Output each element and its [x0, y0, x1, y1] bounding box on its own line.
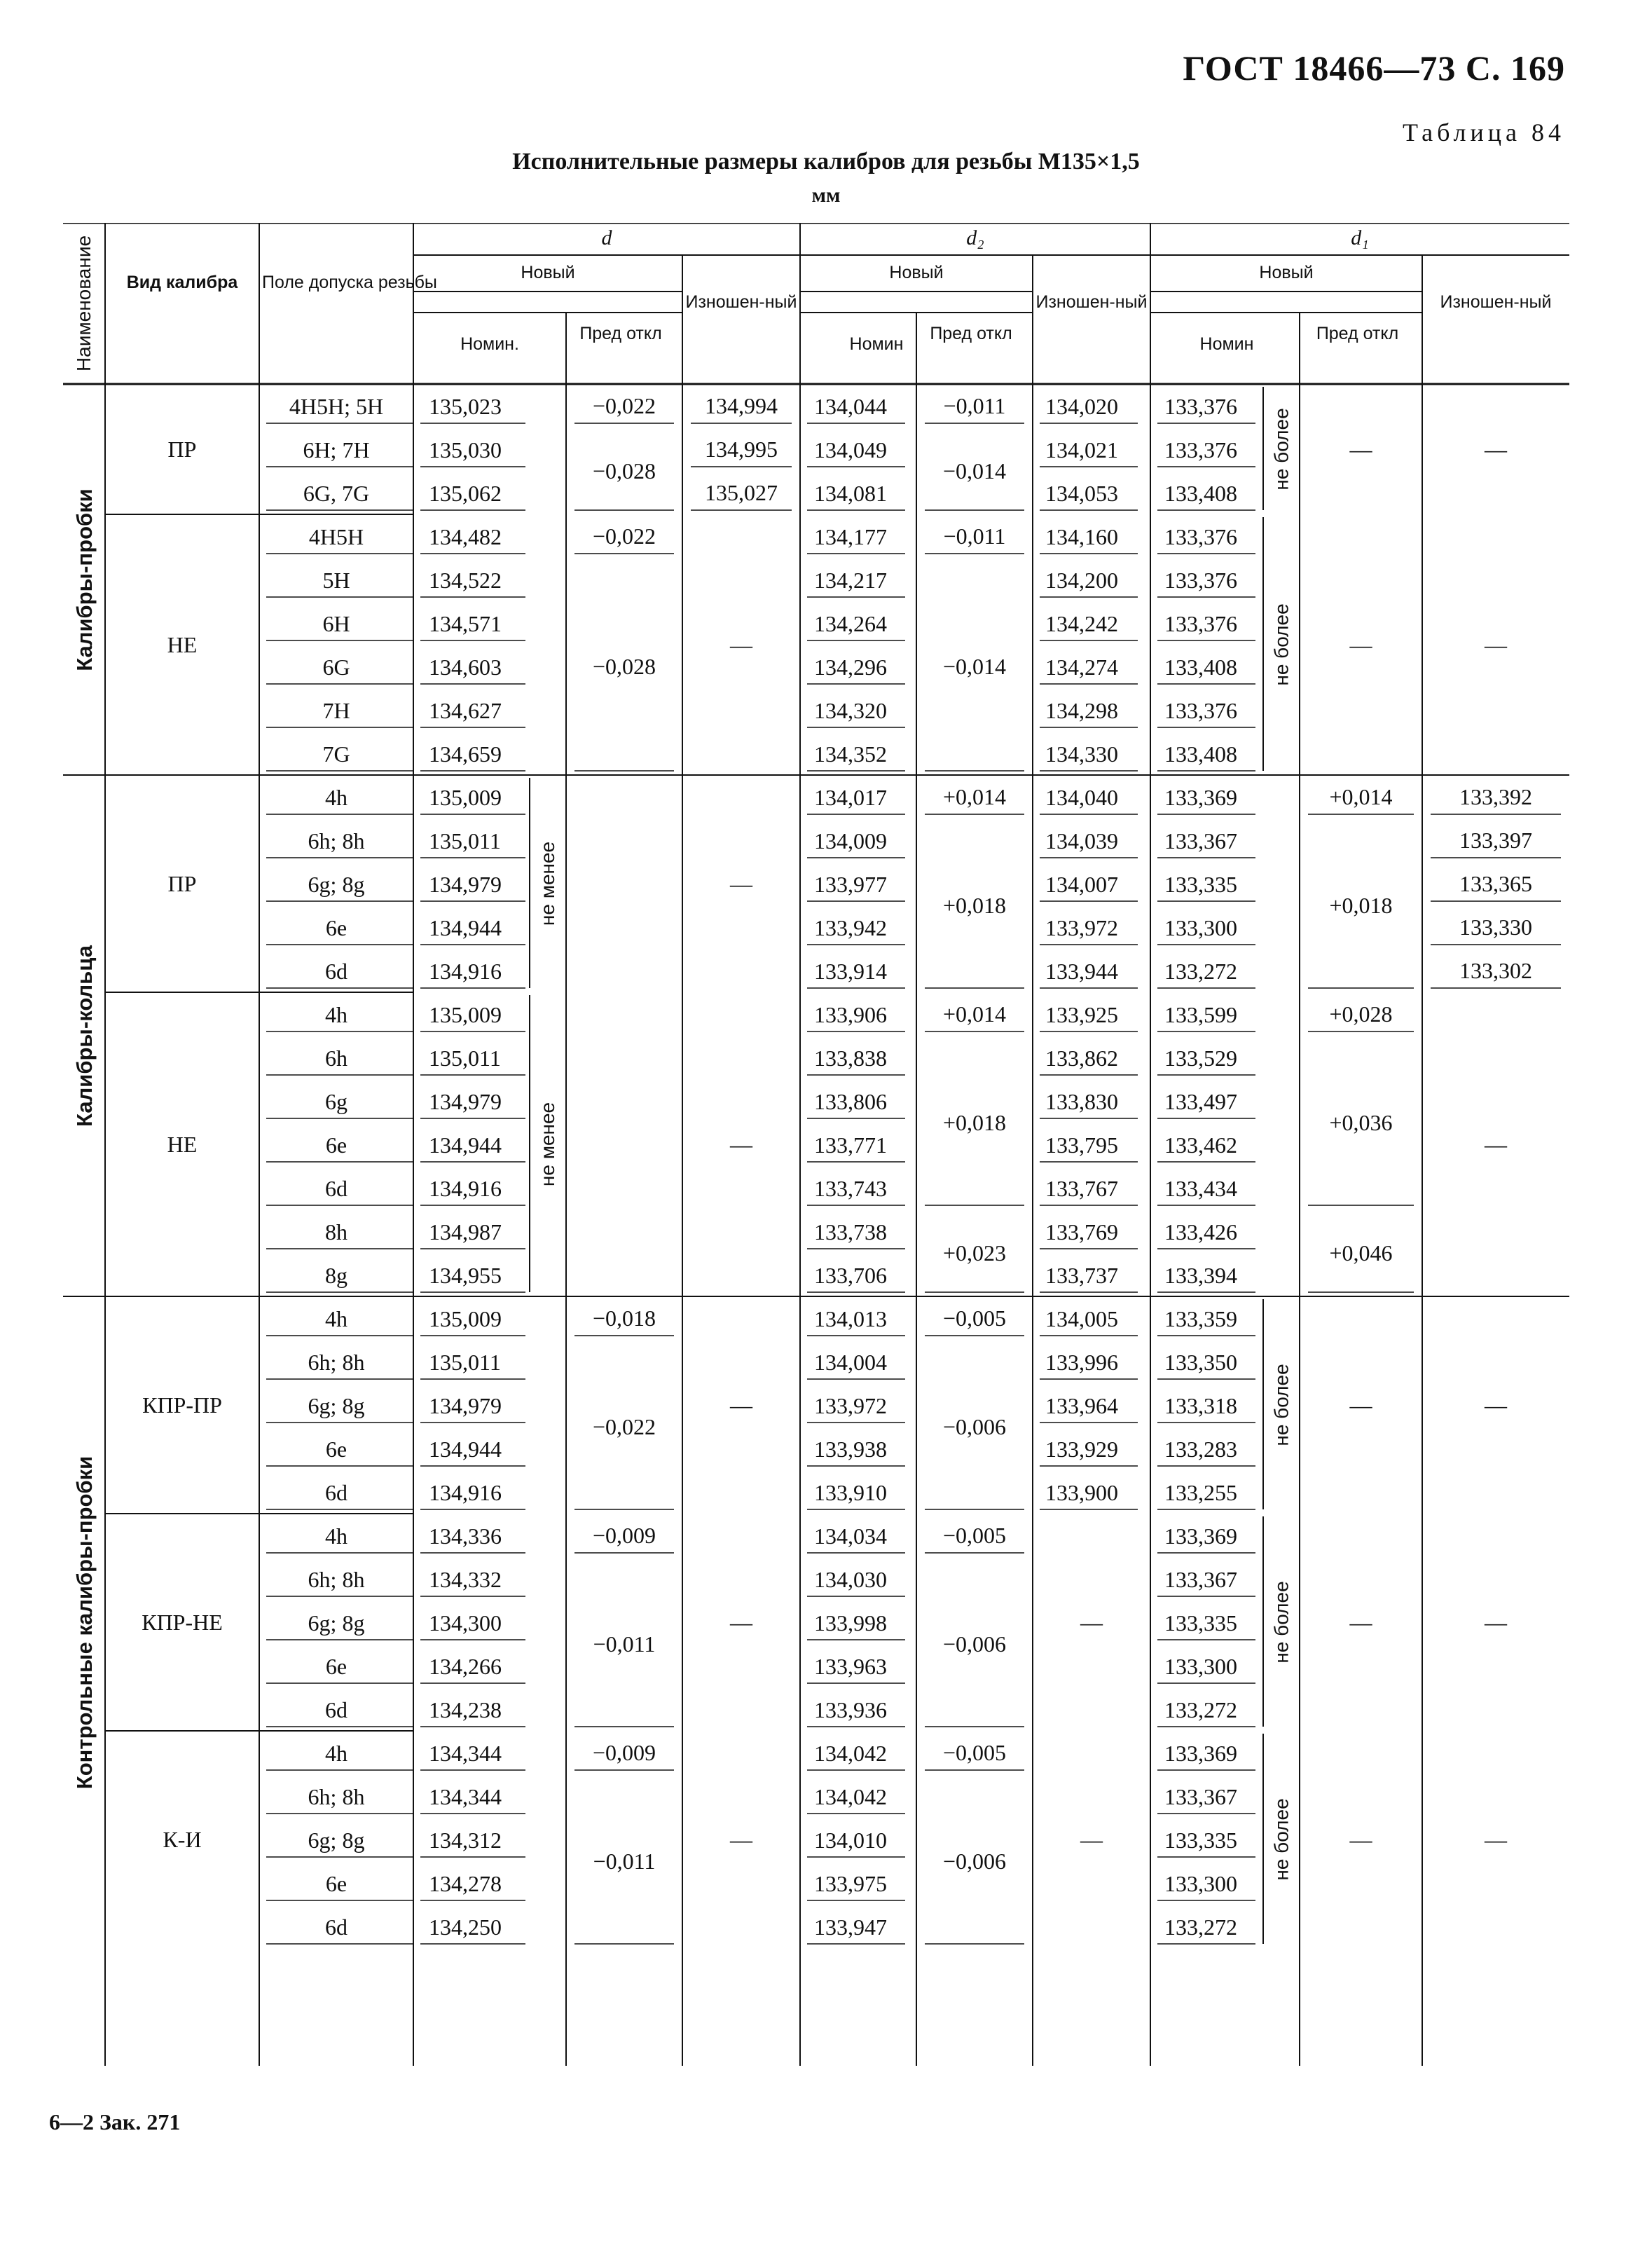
- d1-dev-cell: +0,036: [1329, 1110, 1393, 1135]
- d2-dev-cell: −0,006: [942, 1849, 1007, 1874]
- d2-nom-cell: 134,017: [814, 785, 887, 810]
- d-nom-cell: 134,944: [429, 915, 502, 940]
- d1-dev-cell: +0,014: [1329, 784, 1393, 809]
- d1-nom-cell: 133,367: [1164, 1567, 1237, 1592]
- d1-nom-cell: 133,408: [1164, 654, 1237, 680]
- header-d: d: [601, 226, 612, 249]
- d2-worn-cell: 134,053: [1045, 481, 1118, 506]
- d-nom-cell: 134,344: [429, 1784, 502, 1809]
- d1-nom-cell: 133,272: [1164, 1914, 1237, 1940]
- d-nom-cell: 135,062: [429, 481, 502, 506]
- header-dev-d: Пред откл: [579, 324, 662, 343]
- d2-worn-cell: 134,039: [1045, 828, 1118, 854]
- d1-nom-cell: 133,335: [1164, 1610, 1237, 1636]
- d-nom-cell: 134,916: [429, 959, 502, 984]
- d2-dev-cell: −0,014: [942, 458, 1007, 484]
- d-nom-cell: 134,278: [429, 1871, 502, 1896]
- d2-nom-cell: 133,938: [814, 1437, 887, 1462]
- d1-nom-cell: 133,350: [1164, 1350, 1237, 1375]
- d1-dev-cell: +0,018: [1329, 893, 1393, 918]
- d-nom-cell: 134,659: [429, 741, 502, 767]
- header-d1: d₁: [1351, 226, 1369, 249]
- d2-nom-cell: 133,963: [814, 1654, 887, 1679]
- d-nom-cell: 134,300: [429, 1610, 502, 1636]
- limit-mark: не более: [1270, 408, 1293, 491]
- d-dev-cell: −0,028: [592, 458, 656, 484]
- field-cell: 6h; 8h: [308, 828, 365, 854]
- d2-nom-cell: 134,177: [814, 524, 887, 549]
- d2-worn-cell: 134,242: [1045, 611, 1118, 636]
- d-nom-cell: 134,944: [429, 1437, 502, 1462]
- d-nom-cell: 134,627: [429, 698, 502, 723]
- d1-worn-cell: —: [1485, 632, 1507, 657]
- d2-worn-cell: 134,160: [1045, 524, 1118, 549]
- field-cell: 6e: [325, 1654, 347, 1679]
- header-nom-d1: Номин: [1199, 334, 1254, 354]
- d2-nom-cell: 134,217: [814, 568, 887, 593]
- d2-nom-cell: 133,738: [814, 1219, 887, 1245]
- d2-nom-cell: 133,914: [814, 959, 887, 984]
- d-nom-cell: 134,482: [429, 524, 502, 549]
- d-dev-cell: −0,022: [592, 1414, 656, 1439]
- d2-worn-cell: —: [1080, 1610, 1103, 1635]
- field-cell: 6G: [322, 654, 350, 680]
- d1-nom-cell: 133,272: [1164, 959, 1237, 984]
- field-cell: 6g; 8g: [308, 872, 365, 897]
- field-cell: 6d: [325, 1914, 347, 1940]
- d-nom-cell: 134,916: [429, 1480, 502, 1505]
- d2-nom-cell: 133,838: [814, 1046, 887, 1071]
- d2-worn-cell: 133,925: [1045, 1002, 1118, 1027]
- d2-nom-cell: 134,081: [814, 481, 887, 506]
- field-cell: 5H: [322, 568, 350, 593]
- field-cell: 6h; 8h: [308, 1567, 365, 1592]
- d-dev-cell: −0,011: [593, 1849, 656, 1874]
- d1-worn-cell: —: [1485, 1392, 1507, 1418]
- d2-nom-cell: 133,706: [814, 1263, 887, 1288]
- field-cell: 6H; 7H: [303, 437, 370, 462]
- d1-nom-cell: 133,394: [1164, 1263, 1237, 1288]
- d1-nom-cell: 133,300: [1164, 915, 1237, 940]
- d-nom-cell: 134,979: [429, 1393, 502, 1418]
- d2-worn-cell: 134,330: [1045, 741, 1118, 767]
- d2-worn-cell: 133,862: [1045, 1046, 1118, 1071]
- limit-mark: не более: [1270, 1798, 1293, 1881]
- d-nom-cell: 135,009: [429, 1002, 502, 1027]
- d-nom-cell: 134,955: [429, 1263, 502, 1288]
- group-label: Контрольные калибры-пробки: [71, 1455, 97, 1789]
- d2-nom-cell: 133,975: [814, 1871, 887, 1896]
- d2-nom-cell: 133,910: [814, 1480, 887, 1505]
- field-cell: 4h: [325, 1306, 347, 1331]
- d2-nom-cell: 134,042: [814, 1741, 887, 1766]
- d-nom-cell: 134,916: [429, 1176, 502, 1201]
- d2-worn-cell: 133,944: [1045, 959, 1118, 984]
- header-d2: d₂: [966, 226, 984, 249]
- d-nom-cell: 134,522: [429, 568, 502, 593]
- d2-worn-cell: 133,767: [1045, 1176, 1118, 1201]
- d1-nom-cell: 133,599: [1164, 1002, 1237, 1027]
- d1-worn-cell: 133,365: [1459, 871, 1532, 896]
- d2-nom-cell: 133,743: [814, 1176, 887, 1201]
- d2-worn-cell: 133,996: [1045, 1350, 1118, 1375]
- d-nom-cell: 135,009: [429, 785, 502, 810]
- header-dev-d2: Пред откл: [930, 324, 1012, 343]
- d2-nom-cell: 133,947: [814, 1914, 887, 1940]
- d2-nom-cell: 134,264: [814, 611, 887, 636]
- field-cell: 6d: [325, 1480, 347, 1505]
- d2-nom-cell: 134,009: [814, 828, 887, 854]
- d1-dev-cell: +0,028: [1329, 1001, 1393, 1027]
- limit-mark: не более: [1270, 1364, 1293, 1446]
- d2-nom-cell: 134,042: [814, 1784, 887, 1809]
- limit-mark: не более: [1270, 603, 1293, 686]
- limit-mark: не более: [1270, 1581, 1293, 1664]
- d2-worn-cell: 134,005: [1045, 1306, 1118, 1331]
- field-cell: 6h; 8h: [308, 1784, 365, 1809]
- d2-nom-cell: 133,806: [814, 1089, 887, 1114]
- d-nom-cell: 134,344: [429, 1741, 502, 1766]
- field-cell: 6h; 8h: [308, 1350, 365, 1375]
- d2-dev-cell: +0,023: [942, 1240, 1007, 1266]
- d2-worn-cell: 133,972: [1045, 915, 1118, 940]
- d1-nom-cell: 133,300: [1164, 1654, 1237, 1679]
- header-new-d1: Новый: [1259, 263, 1314, 282]
- kind-label: ПР: [167, 871, 197, 896]
- d2-worn-cell: 134,274: [1045, 654, 1118, 680]
- d1-dev-cell: —: [1349, 632, 1372, 657]
- d1-nom-cell: 133,434: [1164, 1176, 1237, 1201]
- d-worn-cell: —: [730, 871, 752, 896]
- d2-worn-cell: 133,795: [1045, 1132, 1118, 1158]
- table-title: Исполнительные размеры калибров для резьбы М135×1,5: [512, 149, 1140, 174]
- d1-dev-cell: —: [1349, 1827, 1372, 1852]
- d1-nom-cell: 133,318: [1164, 1393, 1237, 1418]
- d-worn-cell: —: [730, 1392, 752, 1418]
- kind-label: К-И: [163, 1827, 202, 1852]
- d1-dev-cell: —: [1349, 437, 1372, 462]
- field-cell: 6h: [325, 1046, 347, 1071]
- d2-dev-cell: −0,011: [943, 393, 1006, 418]
- d2-nom-cell: 134,010: [814, 1828, 887, 1853]
- d2-nom-cell: 134,030: [814, 1567, 887, 1592]
- field-cell: 4H5H: [308, 524, 364, 549]
- group-label: Калибры-кольца: [71, 945, 97, 1127]
- d2-worn-cell: 134,200: [1045, 568, 1118, 593]
- d2-nom-cell: 133,906: [814, 1002, 887, 1027]
- d1-nom-cell: 133,529: [1164, 1046, 1237, 1071]
- kind-label: НЕ: [167, 632, 198, 657]
- field-cell: 4h: [325, 1523, 347, 1549]
- d2-worn-cell: 134,021: [1045, 437, 1118, 462]
- d-nom-cell: 135,023: [429, 394, 502, 419]
- kind-label: КПР-НЕ: [142, 1610, 223, 1635]
- header-new-d: Новый: [521, 263, 575, 282]
- field-cell: 4h: [325, 785, 347, 810]
- d1-nom-cell: 133,376: [1164, 394, 1237, 419]
- d-nom-cell: 134,312: [429, 1828, 502, 1853]
- d1-worn-cell: 133,397: [1459, 828, 1532, 853]
- d1-nom-cell: 133,335: [1164, 872, 1237, 897]
- d1-nom-cell: 133,255: [1164, 1480, 1237, 1505]
- header-name: Наименование: [73, 235, 95, 372]
- d1-nom-cell: 133,497: [1164, 1089, 1237, 1114]
- d2-dev-cell: +0,018: [942, 893, 1007, 918]
- d2-dev-cell: −0,006: [942, 1631, 1007, 1657]
- d1-nom-cell: 133,367: [1164, 1784, 1237, 1809]
- d2-dev-cell: −0,006: [942, 1414, 1007, 1439]
- d2-dev-cell: −0,005: [942, 1305, 1007, 1331]
- d-dev-cell: −0,011: [593, 1631, 656, 1657]
- kind-label: ПР: [167, 437, 197, 462]
- field-cell: 6d: [325, 1176, 347, 1201]
- d-worn-cell: —: [730, 1610, 752, 1635]
- kind-label: КПР-ПР: [142, 1392, 222, 1418]
- d-nom-cell: 134,250: [429, 1914, 502, 1940]
- d2-dev-cell: +0,014: [942, 1001, 1007, 1027]
- d2-dev-cell: −0,014: [942, 654, 1007, 679]
- d1-nom-cell: 133,376: [1164, 698, 1237, 723]
- d-nom-cell: 135,030: [429, 437, 502, 462]
- d2-worn-cell: 134,020: [1045, 394, 1118, 419]
- field-cell: 6e: [325, 1437, 347, 1462]
- d1-nom-cell: 133,376: [1164, 437, 1237, 462]
- header-nom-d: Номин.: [460, 334, 519, 354]
- d1-worn-cell: —: [1485, 437, 1507, 462]
- d-nom-cell: 135,011: [429, 1046, 501, 1071]
- d-worn-cell: 134,995: [705, 437, 778, 462]
- d1-worn-cell: 133,330: [1459, 914, 1532, 940]
- field-cell: 6d: [325, 1697, 347, 1722]
- field-cell: 4H5H; 5H: [289, 394, 384, 419]
- d2-worn-cell: 133,929: [1045, 1437, 1118, 1462]
- d1-nom-cell: 133,272: [1164, 1697, 1237, 1722]
- d2-dev-cell: −0,005: [942, 1523, 1007, 1548]
- field-cell: 6e: [325, 1871, 347, 1896]
- header-kind: Вид калибра: [126, 273, 238, 292]
- table-unit: мм: [811, 184, 841, 207]
- d2-nom-cell: 134,320: [814, 698, 887, 723]
- field-cell: 7H: [322, 698, 350, 723]
- d2-nom-cell: 133,942: [814, 915, 887, 940]
- d-nom-cell: 134,266: [429, 1654, 502, 1679]
- d2-nom-cell: 134,049: [814, 437, 887, 462]
- field-cell: 6g; 8g: [308, 1393, 365, 1418]
- d-worn-cell: 135,027: [705, 480, 778, 505]
- field-cell: 8g: [325, 1263, 347, 1288]
- d1-nom-cell: 133,376: [1164, 611, 1237, 636]
- header-dev-d1: Пред откл: [1316, 324, 1399, 343]
- d2-nom-cell: 133,936: [814, 1697, 887, 1722]
- d2-worn-cell: 133,900: [1045, 1480, 1118, 1505]
- d2-worn-cell: 134,298: [1045, 698, 1118, 723]
- d2-nom-cell: 134,296: [814, 654, 887, 680]
- header-worn-d1: Изношен-ный: [1440, 292, 1552, 312]
- d2-dev-cell: +0,018: [942, 1110, 1007, 1135]
- d2-worn-cell: 133,830: [1045, 1089, 1118, 1114]
- d1-nom-cell: 133,408: [1164, 481, 1237, 506]
- field-cell: 8h: [325, 1219, 347, 1245]
- d-nom-cell: 134,332: [429, 1567, 502, 1592]
- d1-nom-cell: 133,369: [1164, 1523, 1237, 1549]
- d1-nom-cell: 133,359: [1164, 1306, 1237, 1331]
- field-cell: 6g: [325, 1089, 347, 1114]
- field-cell: 4h: [325, 1741, 347, 1766]
- d-nom-cell: 134,979: [429, 872, 502, 897]
- d1-nom-cell: 133,283: [1164, 1437, 1237, 1462]
- d2-dev-cell: −0,011: [943, 523, 1006, 549]
- d2-nom-cell: 133,771: [814, 1132, 887, 1158]
- d2-worn-cell: 133,737: [1045, 1263, 1118, 1288]
- d1-dev-cell: +0,046: [1329, 1240, 1393, 1266]
- field-cell: 6H: [322, 611, 350, 636]
- d-nom-cell: 135,011: [429, 828, 501, 854]
- d1-worn-cell: —: [1485, 1610, 1507, 1635]
- d1-nom-cell: 133,367: [1164, 828, 1237, 854]
- page-footer: 6—2 Зак. 271: [49, 2109, 181, 2134]
- d1-nom-cell: 133,376: [1164, 524, 1237, 549]
- field-cell: 7G: [322, 741, 350, 767]
- d2-worn-cell: 133,769: [1045, 1219, 1118, 1245]
- limit-mark: не менее: [537, 1102, 559, 1187]
- field-cell: 4h: [325, 1002, 347, 1027]
- field-cell: 6G, 7G: [303, 481, 370, 506]
- d-nom-cell: 134,571: [429, 611, 502, 636]
- d-nom-cell: 134,238: [429, 1697, 502, 1722]
- d-nom-cell: 134,979: [429, 1089, 502, 1114]
- d1-dev-cell: —: [1349, 1392, 1372, 1418]
- header-worn-d2: Изношен-ный: [1035, 292, 1148, 312]
- field-cell: 6g; 8g: [308, 1828, 365, 1853]
- header-worn-d: Изношен-ный: [685, 292, 797, 312]
- d2-dev-cell: −0,005: [942, 1740, 1007, 1765]
- d2-worn-cell: 134,007: [1045, 872, 1118, 897]
- d-dev-cell: −0,022: [592, 393, 656, 418]
- header-field: Поле допуска резьбы: [262, 273, 437, 292]
- d2-dev-cell: +0,014: [942, 784, 1007, 809]
- d2-nom-cell: 133,972: [814, 1393, 887, 1418]
- field-cell: 6d: [325, 959, 347, 984]
- d2-nom-cell: 133,977: [814, 872, 887, 897]
- d-nom-cell: 134,336: [429, 1523, 502, 1549]
- d2-nom-cell: 134,004: [814, 1350, 887, 1375]
- d1-nom-cell: 133,369: [1164, 1741, 1237, 1766]
- d-dev-cell: −0,018: [592, 1305, 656, 1331]
- d-dev-cell: −0,022: [592, 523, 656, 549]
- d1-worn-cell: 133,392: [1459, 784, 1532, 809]
- field-cell: 6e: [325, 915, 347, 940]
- d1-dev-cell: —: [1349, 1610, 1372, 1635]
- d-dev-cell: −0,009: [592, 1523, 656, 1548]
- d-dev-cell: −0,028: [592, 654, 656, 679]
- d2-nom-cell: 134,013: [814, 1306, 887, 1331]
- d1-nom-cell: 133,408: [1164, 741, 1237, 767]
- d1-nom-cell: 133,335: [1164, 1828, 1237, 1853]
- d2-nom-cell: 133,998: [814, 1610, 887, 1636]
- document-header: ГОСТ 18466—73 С. 169: [1183, 48, 1565, 88]
- header-new-d2: Новый: [889, 263, 944, 282]
- d1-nom-cell: 133,426: [1164, 1219, 1237, 1245]
- d1-worn-cell: —: [1485, 1132, 1507, 1157]
- d-worn-cell: —: [730, 632, 752, 657]
- d1-worn-cell: —: [1485, 1827, 1507, 1852]
- group-label: Калибры-пробки: [71, 488, 97, 671]
- d2-worn-cell: 134,040: [1045, 785, 1118, 810]
- d2-worn-cell: 133,964: [1045, 1393, 1118, 1418]
- d1-nom-cell: 133,300: [1164, 1871, 1237, 1896]
- d-nom-cell: 135,009: [429, 1306, 502, 1331]
- d2-nom-cell: 134,352: [814, 741, 887, 767]
- d-nom-cell: 135,011: [429, 1350, 501, 1375]
- d2-nom-cell: 134,034: [814, 1523, 887, 1549]
- kind-label: НЕ: [167, 1132, 198, 1157]
- d1-nom-cell: 133,462: [1164, 1132, 1237, 1158]
- d2-worn-cell: —: [1080, 1827, 1103, 1852]
- gauge-dimensions-table: [63, 223, 1569, 2073]
- limit-mark: не менее: [537, 841, 559, 926]
- field-cell: 6e: [325, 1132, 347, 1158]
- d2-nom-cell: 134,044: [814, 394, 887, 419]
- d-nom-cell: 134,603: [429, 654, 502, 680]
- d-nom-cell: 134,987: [429, 1219, 502, 1245]
- d1-worn-cell: 133,302: [1459, 958, 1532, 983]
- d-worn-cell: 134,994: [705, 393, 778, 418]
- d1-nom-cell: 133,376: [1164, 568, 1237, 593]
- d-nom-cell: 134,944: [429, 1132, 502, 1158]
- d-dev-cell: −0,009: [592, 1740, 656, 1765]
- d-worn-cell: —: [730, 1132, 752, 1157]
- header-nom-d2: Номин: [849, 334, 904, 354]
- table-number: Таблица 84: [1403, 118, 1565, 146]
- d-worn-cell: —: [730, 1827, 752, 1852]
- field-cell: 6g; 8g: [308, 1610, 365, 1636]
- d1-nom-cell: 133,369: [1164, 785, 1237, 810]
